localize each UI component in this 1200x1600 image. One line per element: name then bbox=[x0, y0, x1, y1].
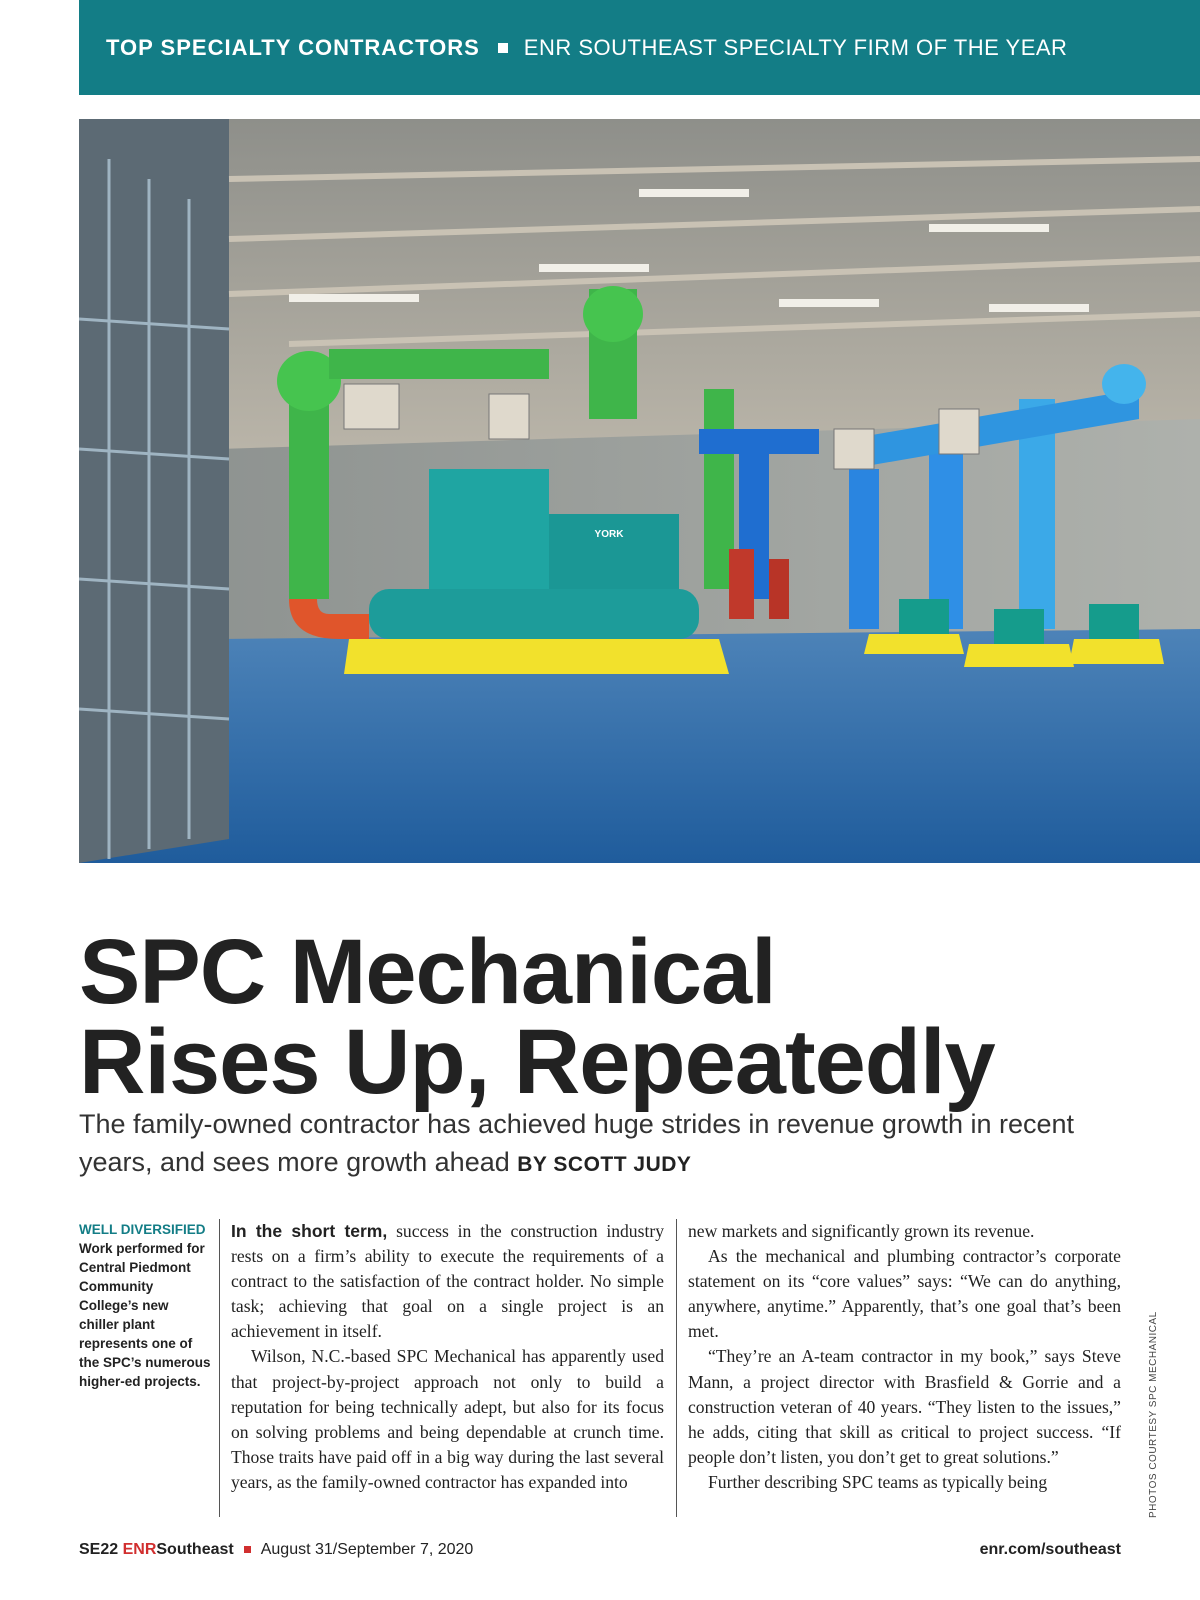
section-title: TOP SPECIALTY CONTRACTORS bbox=[106, 34, 480, 60]
headline-line-2: Rises Up, Repeatedly bbox=[79, 1011, 995, 1113]
column-rule-middle bbox=[676, 1219, 677, 1517]
paragraph: Wilson, N.C.-based SPC Mechanical has apparently used that project-by-project approach not only to build a reputation for being technically adept, but also for its focus on solving problems and being dependable at crunch time. Those traits have paid off in a big way during the last several years, as the family-owned contractor has expanded into bbox=[231, 1346, 664, 1492]
square-bullet-icon bbox=[244, 1546, 251, 1553]
article-deck bbox=[79, 1105, 1079, 1184]
article-column-1 bbox=[231, 1219, 664, 1517]
brand-enr: ENR bbox=[122, 1541, 157, 1558]
york-logo: YORK bbox=[594, 529, 624, 540]
paragraph: new markets and significantly grown its revenue. bbox=[688, 1221, 1035, 1241]
article-headline bbox=[79, 921, 1189, 1113]
brand-region: Southeast bbox=[156, 1541, 234, 1558]
byline: BY SCOTT JUDY bbox=[517, 1153, 692, 1176]
lead-in: In the short term, bbox=[231, 1221, 388, 1241]
paragraph bbox=[231, 1219, 664, 1344]
caption-text: Work performed for Central Piedmont Community College’s new chiller plant represents one of the SPC’s numerous higher-ed projects. bbox=[79, 1241, 211, 1389]
square-bullet-icon bbox=[498, 43, 508, 53]
paragraph: As the mechanical and plumbing contractor’s corporate statement on its “core values” says: “We can do anything, anywhere, anytime.” Apparently, that’s one goal that’s been met. bbox=[688, 1246, 1121, 1342]
footer-left bbox=[79, 1541, 473, 1559]
page-number: SE22 bbox=[79, 1541, 119, 1558]
photo-credit: PHOTOS COURTESY SPC MECHANICAL bbox=[1148, 1311, 1159, 1518]
paragraph: “They’re an A-team contractor in my book,” says Steve Mann, a project director with Brasfield & Gorrie and a construction veteran of 40 years. “They listen to the issues,” he adds, citing that skill as critical to project success. “If people don’t listen, you don’t get to great solutions.” bbox=[688, 1346, 1121, 1467]
article-column-2 bbox=[688, 1219, 1121, 1517]
section-subtitle: ENR SOUTHEAST SPECIALTY FIRM OF THE YEAR bbox=[523, 34, 1068, 60]
chiller-plant-photo bbox=[79, 119, 1200, 863]
paragraph-text: success in the construction industry rests on a firm’s ability to execute the requirements of a contract to the satisfaction of the contract holder. No simple task; achieving that goal on a single project is an achievement in itself. bbox=[231, 1221, 664, 1342]
photo-caption bbox=[79, 1220, 211, 1391]
paragraph: Further describing SPC teams as typically being bbox=[708, 1471, 1048, 1492]
column-rule-left bbox=[219, 1219, 220, 1517]
caption-kicker: WELL DIVERSIFIED bbox=[79, 1222, 206, 1237]
footer-url[interactable]: enr.com/southeast bbox=[979, 1541, 1121, 1558]
headline-line-1: SPC Mechanical bbox=[79, 921, 776, 1023]
section-banner bbox=[79, 0, 1200, 95]
issue-date: August 31/September 7, 2020 bbox=[260, 1541, 474, 1558]
deck-text: The family-owned contractor has achieved huge strides in revenue growth in recent years, and sees more growth ahead bbox=[79, 1109, 1075, 1177]
page-footer bbox=[79, 1538, 1121, 1562]
